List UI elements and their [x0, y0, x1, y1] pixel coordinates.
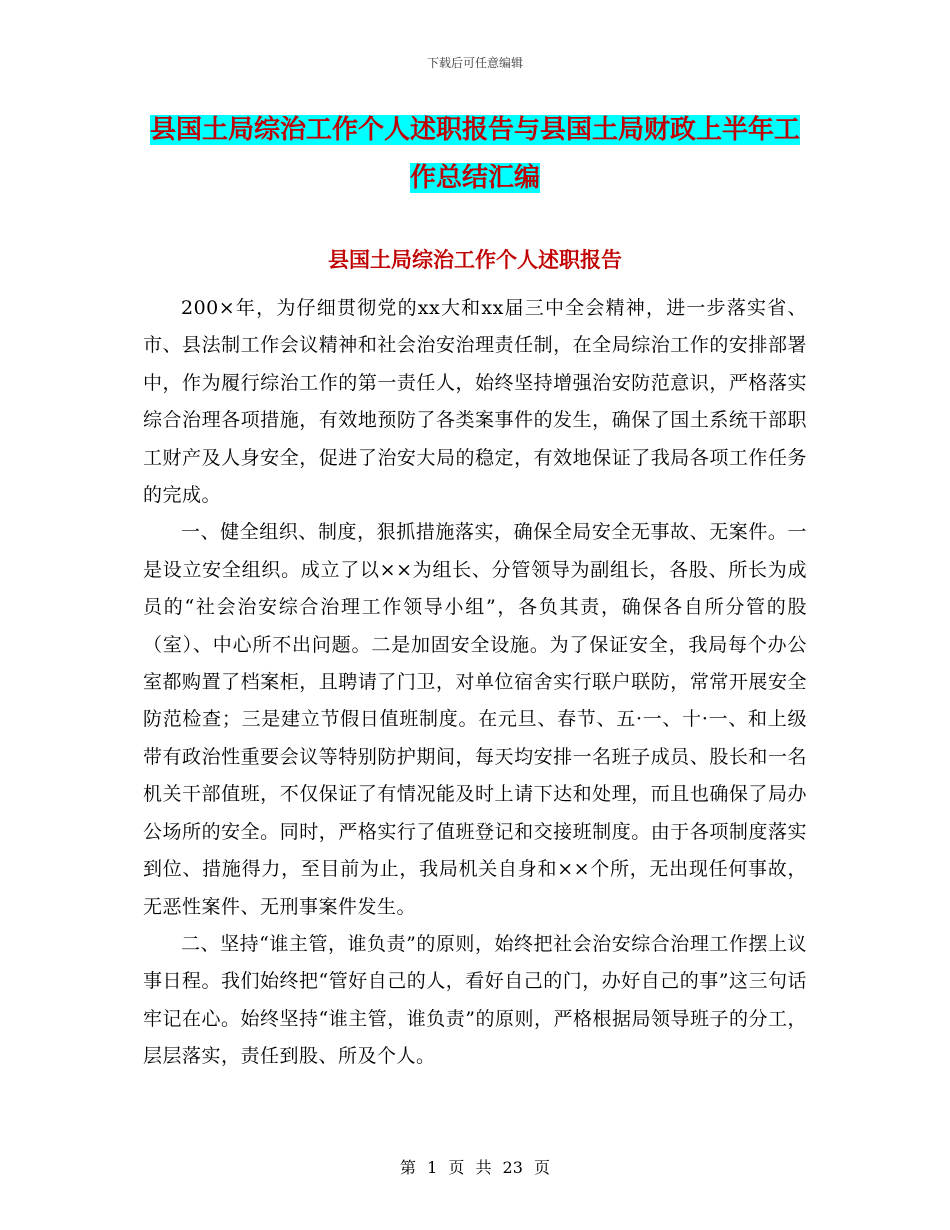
document-title-text: 县国土局综治工作个人述职报告与县国土局财政上半年工作总结汇编: [149, 115, 800, 193]
paragraph-intro: 200×年，为仔细贯彻党的xx大和xx届三中全会精神，进一步落实省、市、县法制工作会议精神和社会治安治理责任制，在全局综治工作的安排部署中，作为履行综治工作的第一责任人，始终坚持增强治安防范意识，严格落实综合治理各项措施，有效地预防了各类案事件的发生，确保了国土系统干部职工财产及人身安全，促进了治安大局的稳定，有效地保证了我局各项工作任务的完成。: [143, 297, 807, 507]
section-title: 县国土局综治工作个人述职报告: [328, 248, 622, 272]
document-title: [140, 106, 810, 202]
document-body: [143, 290, 807, 1076]
header-note: 下载后可任意编辑: [426, 56, 523, 70]
paragraph-point-one: 一、健全组织、制度，狠抓措施落实，确保全局安全无事故、无案件。一是设立安全组织。成立了以××为组长、分管领导为副组长，各股、所长为成员的“社会治安综合治理工作领导小组”，各负其责，确保各自所分管的股（室）、中心所不出问题。二是加固安全设施。为了保证安全，我局每个办公室都购置了档案柜，且聘请了门卫，对单位宿舍实行联户联防，常常开展安全防范检查；三是建立节假日值班制度。在元旦、春节、五·一、十·一、和上级带有政治性重要会议等特别防护期间，每天均安排一名班子成员、股长和一名机关干部值班，不仅保证了有情况能及时上请下达和处理，而且也确保了局办公场所的安全。同时，严格实行了值班登记和交接班制度。由于各项制度落实到位、措施得力，至目前为止，我局机关自身和××个所，无出现任何事故，无恶性案件、无刑事案件发生。: [143, 521, 807, 918]
page-footer: 第 1 页 共 23 页: [400, 1158, 550, 1177]
paragraph-point-two: 二、坚持“谁主管，谁负责”的原则，始终把社会治安综合治理工作摆上议事日程。我们始终把“管好自己的人，看好自己的门，办好自己的事”这三句话牢记在心。始终坚持“谁主管，谁负责”的原则，严格根据局领导班子的分工，层层落实，责任到股、所及个人。: [143, 932, 807, 1068]
